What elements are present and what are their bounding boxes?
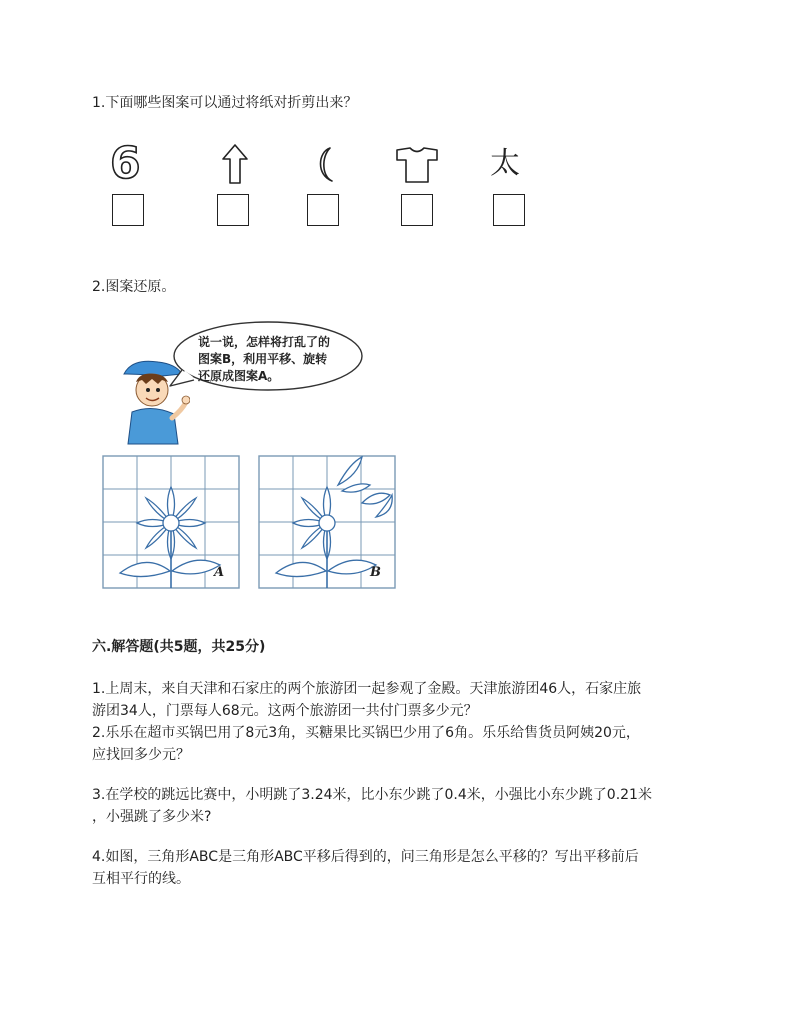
answer-box-3[interactable] [307,194,339,226]
answer-box-2[interactable] [217,194,249,226]
question-1-title: 1.下面哪些图案可以通过将纸对折剪出来？ [92,95,358,111]
bubble-line-1: 说一说，怎样将打乱了的 [198,335,331,349]
problem-2-line-2: 应找回多少元？ [92,747,190,763]
digit-six-symbol: 6 [110,138,141,189]
problem-3-line-1: 3.在学校的跳远比赛中，小明跳了3.24米，比小东少跳了0.4米，小强比小东少跳了0.21米 [92,787,652,803]
speech-bubble-text [198,334,330,385]
problem-1-line-1: 1.上周末，来自天津和石家庄的两个旅游团一起参观了金殿。天津旅游团46人，石家庄旅 [92,681,642,697]
grid-a-label: A [214,565,225,580]
answer-box-5[interactable] [493,194,525,226]
up-arrow-icon [220,143,250,185]
crescent-moon-icon [312,145,342,185]
problem-2-line-1: 2.乐乐在超市买锅巴用了8元3角，买糖果比买锅巴少用了6角。乐乐给售货员阿姨20元， [92,725,640,741]
tai-character-symbol: 太 [490,146,520,181]
problem-3-line-2: ，小强跳了多少米? [92,809,212,825]
answer-box-4[interactable] [401,194,433,226]
problem-1-line-2: 游团34人，门票每人68元。这两个旅游团一共付门票多少元？ [92,703,478,719]
bubble-line-2: 图案B，利用平移、旋转 [198,352,328,366]
section-title: 六.解答题(共5题，共25分) [92,639,266,655]
problem-4-line-1: 4.如图，三角形ABC是三角形ABC平移后得到的，问三角形是怎么平移的？写出平移前后 [92,849,639,865]
bubble-line-3: 还原成图案A。 [198,369,280,383]
grid-b-label: B [370,565,381,580]
shirt-icon [394,146,440,184]
answer-box-1[interactable] [112,194,144,226]
question-2-title: 2.图案还原。 [92,279,176,295]
problem-4-line-2: 互相平行的线。 [92,871,190,887]
